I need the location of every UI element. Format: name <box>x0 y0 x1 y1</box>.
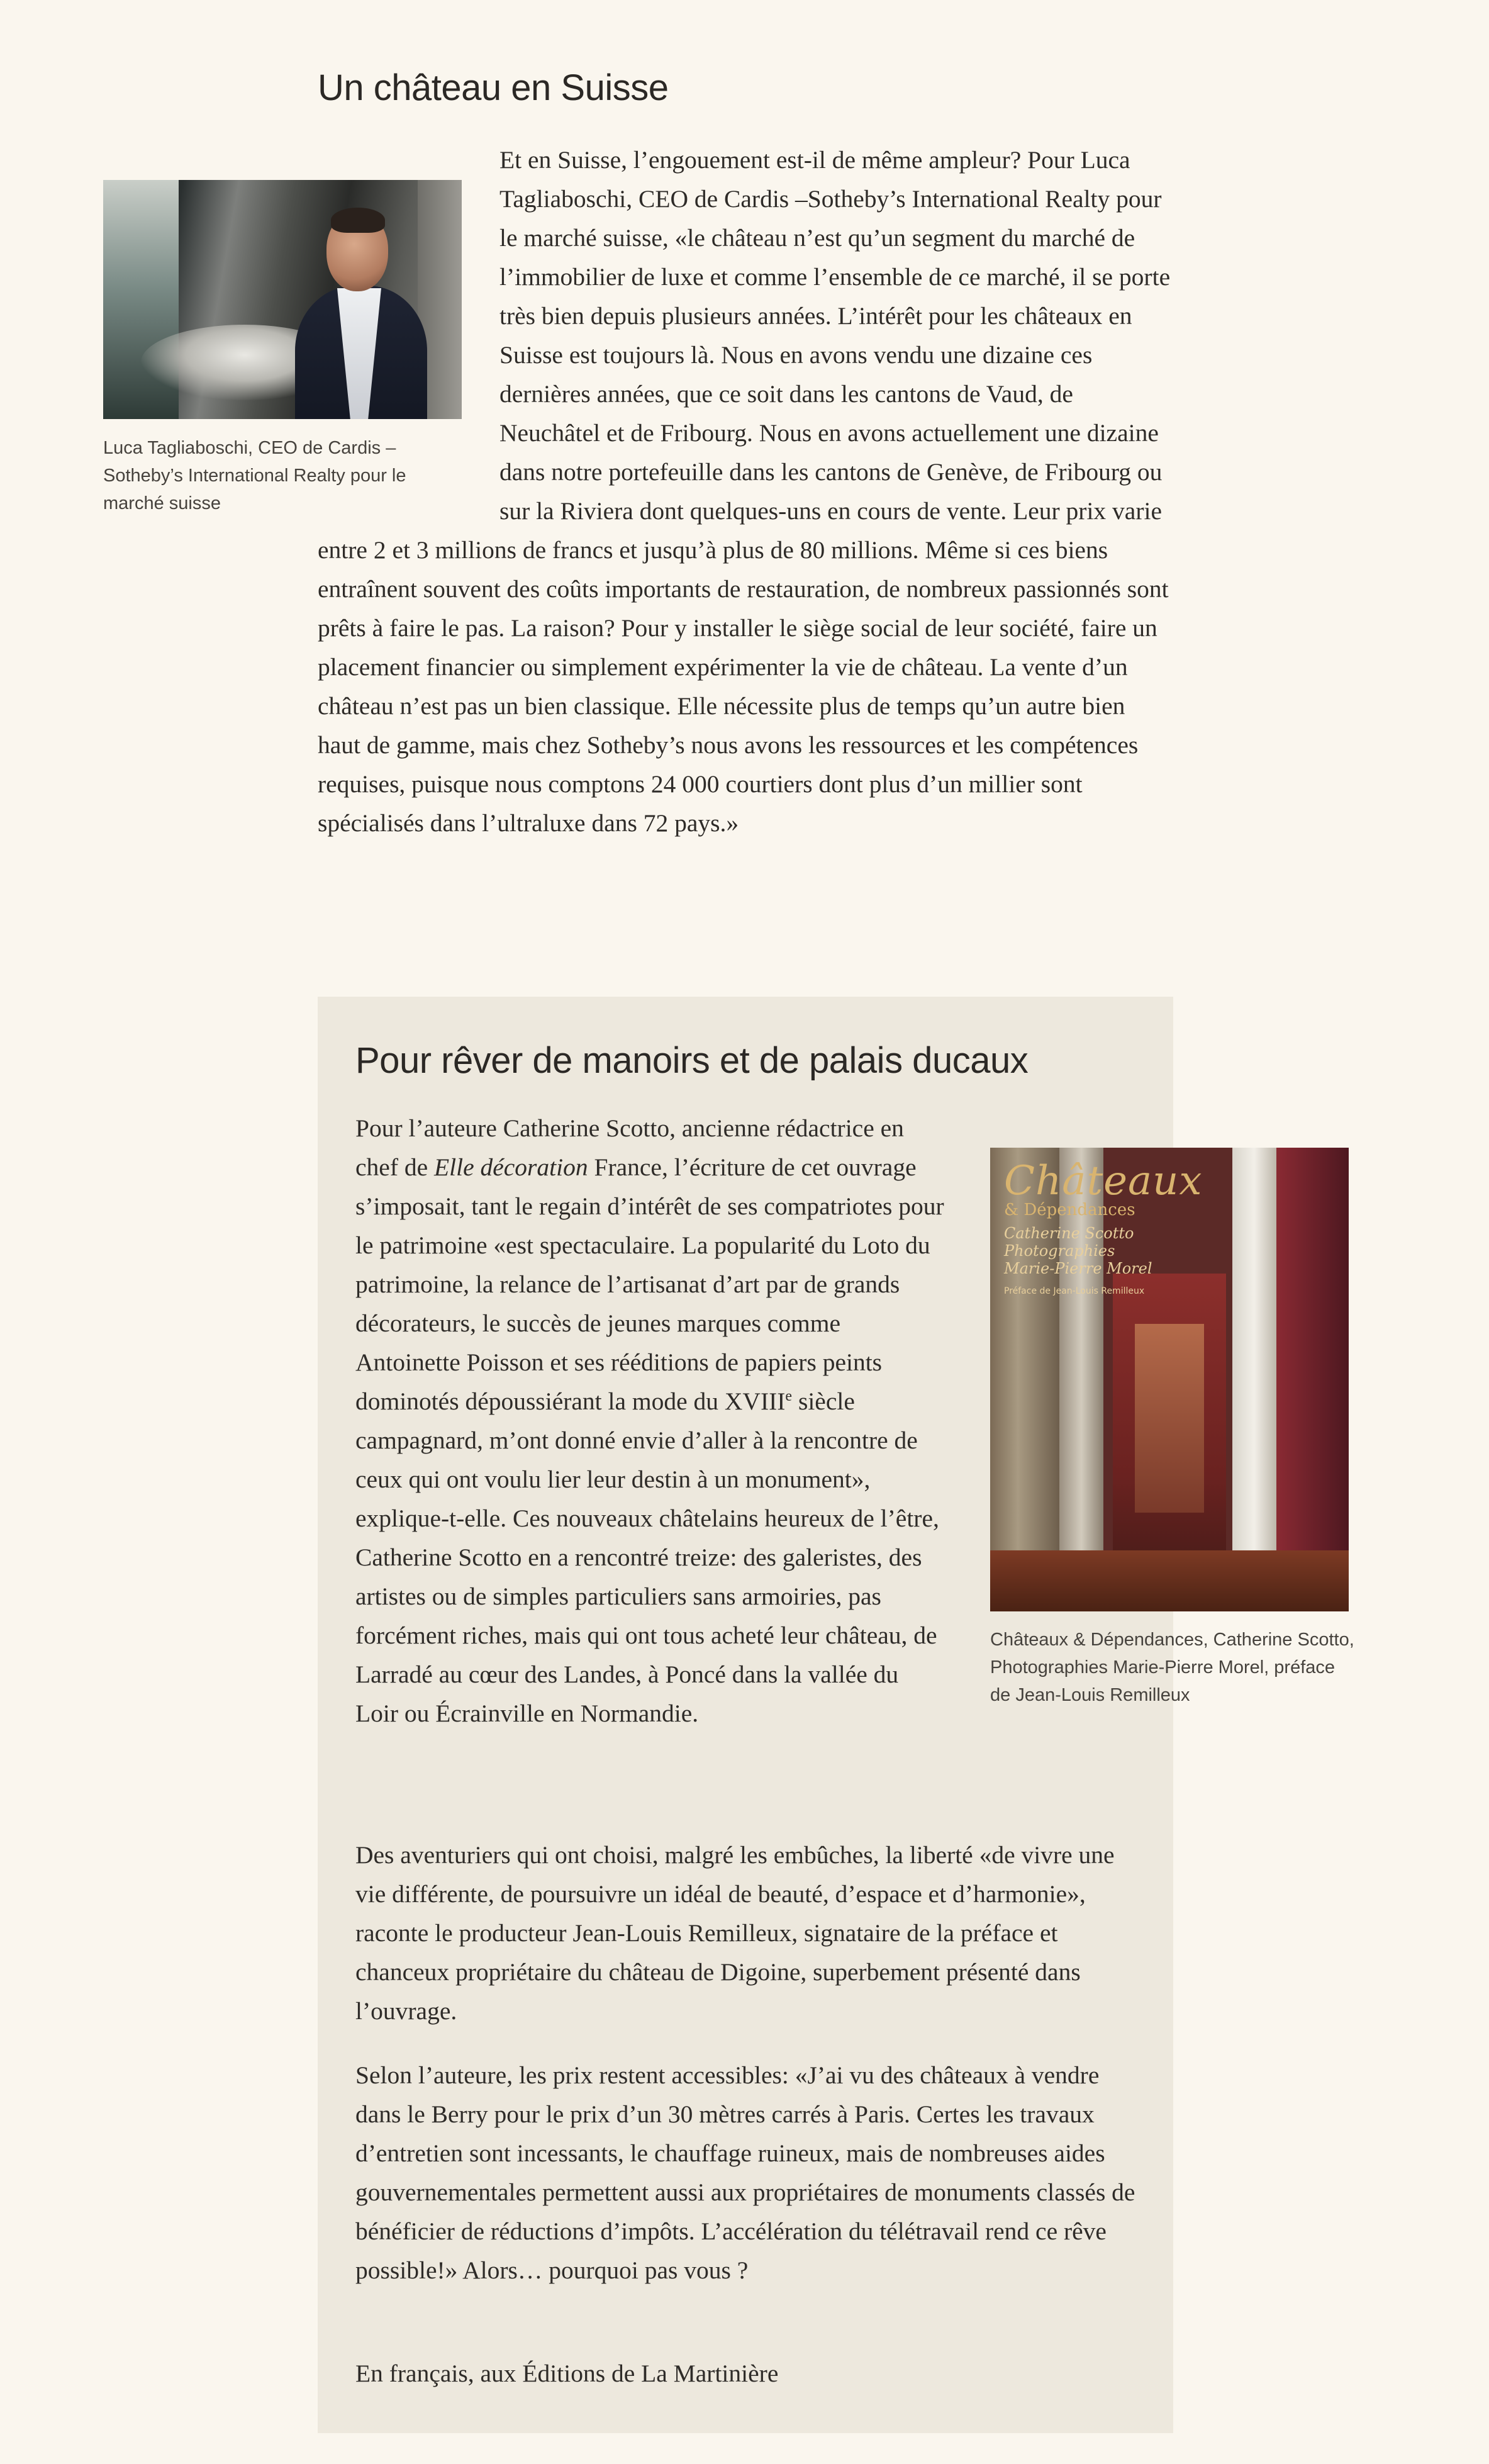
section-title-manoirs: Pour rêver de manoirs et de palais ducaux <box>355 1040 1029 1081</box>
century-superscript: e <box>785 1387 793 1404</box>
book-cover-subtitle: & Dépendances <box>1004 1201 1135 1219</box>
publisher-line: En français, aux Éditions de La Martinière <box>355 2360 779 2387</box>
article-paragraph-suisse: Et en Suisse, l’engouement est-il de même ampleur? Pour Luca Tagliaboschi, CEO de Cardis –Sotheby’s International Realty pour le marché suisse, «le château n’est qu’un segment du marché de l’immobilier de luxe et comme l’ensemble de ce marché, il se porte très bien depuis plusieurs années. L’intérêt pour les châteaux en Suisse est toujours là. Nous en avons vendu une dizaine ces dernières années, que ce soit dans les cantons de Vaud, de Neuchâtel et de Fribourg. Nous en avons actuellement une dizaine dans notre portefeuille dans les cantons de Genève, de Fribourg ou sur la Riviera dont quelques-uns en cours de vente. Leur prix varie entre 2 et 3 millions de francs et jusqu’à plus de 80 millions. Même si ces biens entraînent souvent des coûts importants de restauration, de nombreux passionnés sont prêts à faire le pas. La raison? Pour y installer le siège social de leur société, faire un placement financier ou simplement expérimenter la vie de château. La vente d’un château n’est pas un bien classique. Elle nécessite plus de temps qu’un autre bien haut de gamme, mais chez Sotheby’s nous avons les ressources et les compétences requises, puisque nous comptons 24 000 courtiers dont plus d’un millier sont spécialisés dans l’ultraluxe dans 72 pays.» <box>318 146 1171 837</box>
section-title-chateau-suisse: Un château en Suisse <box>318 67 669 108</box>
book-cover-photographer: Marie-Pierre Morel <box>1004 1260 1152 1277</box>
article-paragraph-auteure: Pour l’auteure Catherine Scotto, ancienne rédactrice en chef de Elle décoration France, l’écriture de cet ouvrage s’imposait, tant le regain d’intérêt de ses compatriotes pour le patrimoine «est spectaculaire. La popularité du Loto du patrimoine, la relance de l’artisanat d’art par de grands décorateurs, le succès de jeunes marques comme Antoinette Poisson et ses rééditions de papiers peints dominotés dépoussiérant la mode du XVIIIe siècle campagnard, m’ont donné envie d’aller à la rencontre de ceux qui ont voulu lier leur destin à un monument», explique-t-elle. Ces nouveaux châtelains heureux de l’être, Catherine Scotto en a rencontré treize: des galeristes, des artistes ou de simples particuliers sans armoiries, pas forcément riches, mais qui ont tous acheté leur château, de Larradé au cœur des Landes, à Poncé dans la vallée du Loir ou Écrainville en Normandie. <box>355 1114 944 1727</box>
portrait-caption: Luca Tagliaboschi, CEO de Cardis – Sotheby’s International Realty pour le marché suisse <box>103 438 406 513</box>
article-paragraph-aventuriers: Des aventuriers qui ont choisi, malgré les embûches, la liberté «de vivre une vie différente, de poursuivre un idéal de beauté, d’espace et d’harmonie», raconte le producteur Jean-Louis Remilleux, signataire de la préface et chanceux propriétaire du château de Digoine, superbement présenté dans l’ouvrage. <box>355 1841 1115 2025</box>
book-cover-author: Catherine Scotto <box>1004 1224 1134 1242</box>
article-paragraph-prix: Selon l’auteure, les prix restent accessibles: «J’ai vu des châteaux à vendre dans le Berry pour le prix d’un 30 mètres carrés à Paris. Certes les travaux d’entretien sont incessants, le chauffage ruineux, mais de nombreuses aides gouvernementales permettent aussi aux propriétaires de monuments classés de bénéficier de réductions d’impôts. L’accélération du télétravail rend ce rêve possible!» Alors… pourquoi pas vous ? <box>355 2061 1135 2284</box>
magazine-title: Elle décoration <box>434 1153 588 1181</box>
book-cover-preface: Préface de Jean-Louis Remilleux <box>1004 1286 1145 1296</box>
book-cover-photos-label: Photographies <box>1004 1242 1115 1260</box>
book-caption: Châteaux & Dépendances, Catherine Scotto, Photographies Marie-Pierre Morel, préface de Jean-Louis Remilleux <box>990 1630 1354 1705</box>
book-cover-image <box>990 1148 1349 1611</box>
book-cover-title: Châteaux <box>1004 1158 1203 1204</box>
